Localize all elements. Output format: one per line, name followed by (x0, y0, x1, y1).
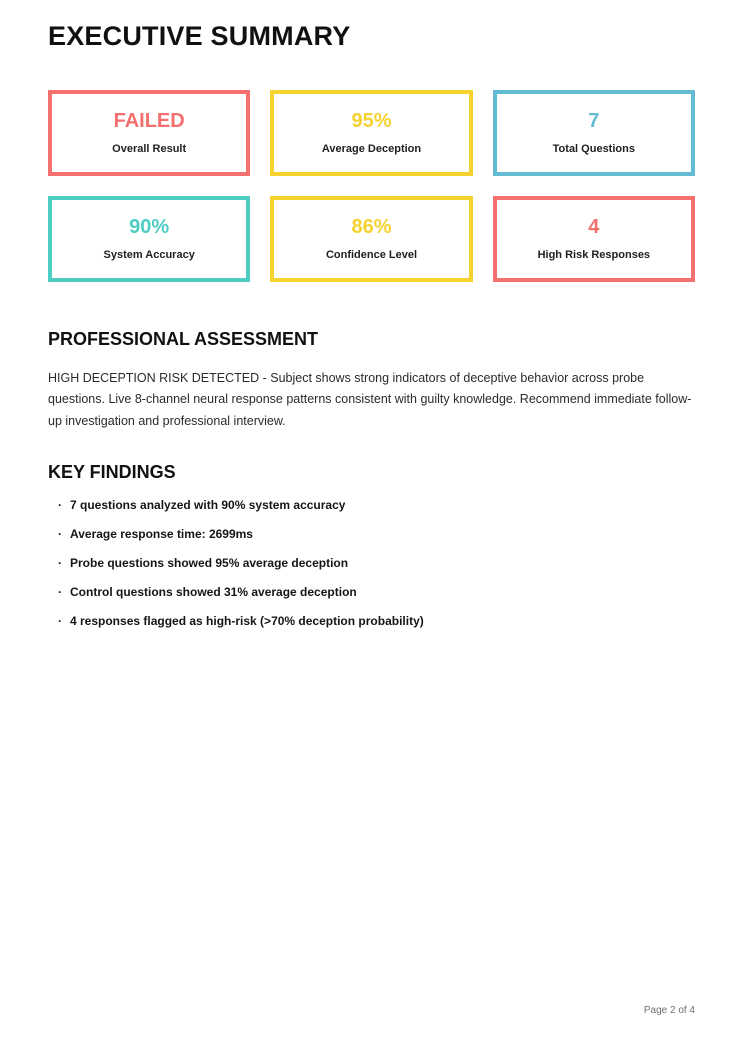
metric-value: FAILED (113, 110, 185, 133)
metric-label: Total Questions (552, 143, 635, 156)
bullet-icon: · (58, 613, 62, 628)
metric-label: System Accuracy (103, 249, 195, 262)
bullet-icon: · (58, 526, 62, 541)
metric-label: Average Deception (321, 143, 422, 156)
key-findings-section (48, 462, 695, 628)
assessment-heading: PROFESSIONAL ASSESSMENT (48, 329, 319, 350)
professional-assessment-section (48, 329, 695, 432)
finding-text: Control questions showed 31% average deception (70, 584, 357, 599)
list-item (48, 585, 695, 599)
metric-value: 7 (588, 110, 600, 133)
findings-heading: KEY FINDINGS (48, 462, 176, 483)
finding-text: 7 questions analyzed with 90% system accuracy (70, 498, 346, 513)
metric-card-high-risk-responses (493, 196, 695, 282)
page-title: EXECUTIVE SUMMARY (48, 21, 351, 51)
finding-text: Average response time: 2699ms (70, 526, 253, 541)
metric-label: Overall Result (112, 143, 187, 156)
list-item (48, 527, 695, 541)
assessment-body: HIGH DECEPTION RISK DETECTED - Subject shows strong indicators of deceptive behavior across probe questions. Live 8-channel neural response patterns consistent with guilty knowledge. Recommend immediate follow-up investigation and professional interview. (48, 370, 692, 428)
metric-value: 95% (351, 110, 392, 133)
list-item (48, 498, 695, 512)
finding-text: Probe questions showed 95% average deception (70, 555, 349, 570)
finding-text: 4 responses flagged as high-risk (>70% deception probability) (70, 613, 424, 628)
metric-card-system-accuracy (48, 196, 250, 282)
bullet-icon: · (58, 498, 62, 513)
page-footer: Page 2 of 4 (643, 1005, 695, 1016)
metric-value: 4 (588, 216, 600, 239)
metric-value: 90% (129, 216, 170, 239)
metric-card-average-deception (270, 90, 472, 176)
bullet-icon: · (58, 555, 62, 570)
findings-list (48, 498, 695, 628)
metric-label: Confidence Level (325, 249, 418, 262)
metrics-grid (48, 90, 695, 282)
metric-card-overall-result (48, 90, 250, 176)
list-item (48, 614, 695, 628)
metric-label: High Risk Responses (537, 249, 651, 262)
list-item (48, 556, 695, 570)
metric-card-confidence-level (270, 196, 472, 282)
bullet-icon: · (58, 584, 62, 599)
metric-value: 86% (351, 216, 392, 239)
metric-card-total-questions (493, 90, 695, 176)
